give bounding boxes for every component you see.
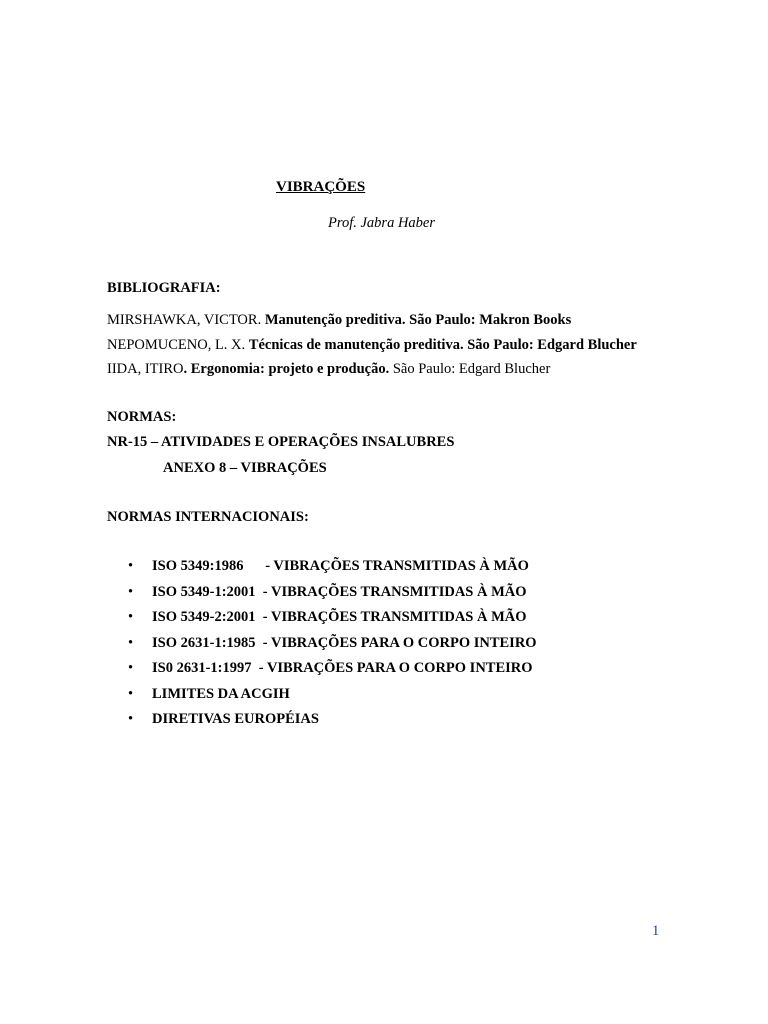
page-number: 1	[652, 923, 660, 939]
normas-heading: NORMAS:	[107, 409, 177, 425]
bibliography-entry	[107, 311, 571, 329]
bibliography-entry	[107, 336, 637, 354]
bullet-icon: •	[128, 685, 134, 702]
list-item: • ISO 2631-1:1985 - VIBRAÇÕES PARA O CORPO INTEIRO	[128, 634, 537, 660]
entry-title: Manutenção preditiva. São Paulo: Makron Books	[264, 312, 572, 328]
international-standards-list	[128, 557, 537, 736]
bullet-icon: •	[128, 634, 134, 651]
document-title: VIBRAÇÕES	[276, 179, 366, 195]
bullet-icon: •	[128, 660, 134, 676]
anexo-line: ANEXO 8 – VIBRAÇÕES	[163, 460, 327, 476]
normas-internacionais-heading: NORMAS INTERNACIONAIS:	[107, 509, 309, 525]
bibliography-heading: BIBLIOGRAFIA:	[107, 280, 221, 296]
list-item: • ISO 5349-1:2001 - VIBRAÇÕES TRANSMITIDAS À MÃO	[128, 583, 537, 609]
list-item: • IS0 2631-1:1997 - VIBRAÇÕES PARA O CORPO INTEIRO	[128, 659, 537, 685]
list-item: • ISO 5349-2:2001 - VIBRAÇÕES TRANSMITIDAS À MÃO	[128, 608, 537, 634]
author-line: Prof. Jabra Haber	[328, 215, 435, 231]
bibliography-entry	[107, 360, 550, 378]
entry-author: IIDA, ITIRO	[107, 361, 184, 377]
bullet-icon: •	[128, 558, 134, 574]
nr15-line: NR-15 – ATIVIDADES E OPERAÇÕES INSALUBRES	[107, 434, 455, 450]
entry-title: . Ergonomia: projeto e produção.	[183, 361, 390, 377]
entry-author: MIRSHAWKA, VICTOR.	[107, 312, 265, 328]
bullet-icon: •	[128, 583, 134, 600]
entry-title: Técnicas de manutenção preditiva. São Paulo: Edgard Blucher	[248, 337, 637, 353]
list-item: • ISO 5349:1986 - VIBRAÇÕES TRANSMITIDAS À MÃO	[128, 557, 537, 583]
bullet-icon: •	[128, 609, 134, 625]
entry-publisher: São Paulo: Edgard Blucher	[389, 361, 551, 377]
entry-author: NEPOMUCENO, L. X.	[107, 337, 249, 353]
bullet-icon: •	[128, 711, 134, 727]
list-item: • LIMITES DA ACGIH	[128, 685, 537, 711]
list-item: • DIRETIVAS EUROPÉIAS	[128, 710, 537, 736]
